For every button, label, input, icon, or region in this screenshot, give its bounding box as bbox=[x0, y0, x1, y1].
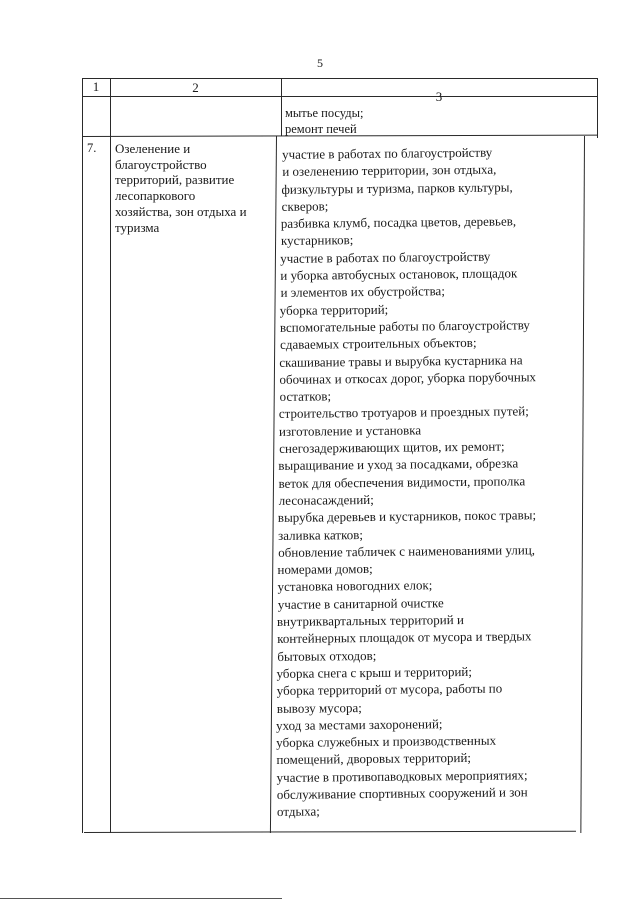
page-number: 5 bbox=[317, 56, 323, 70]
footer-rule bbox=[0, 898, 282, 899]
work-line: вспомогательные работы по благоустройству bbox=[279, 317, 530, 335]
continuation-row-2: ремонт печей bbox=[285, 122, 357, 136]
work-line: обслуживание спортивных сооружений и зон bbox=[276, 784, 528, 802]
work-line: участие в работах по благоустройству bbox=[280, 248, 491, 266]
work-line: заливка катков; bbox=[277, 526, 364, 543]
work-line: изготовление и установка bbox=[278, 422, 422, 439]
work-line: участие в противопаводковых мероприятиях; bbox=[276, 767, 528, 785]
work-line: сдаваемых строительных объектов; bbox=[280, 335, 477, 353]
table-left-border bbox=[82, 78, 83, 833]
work-line: отдыха; bbox=[276, 803, 320, 820]
work-line: уборка территорий от мусора, работы по bbox=[276, 680, 503, 699]
row-name-line: туризма bbox=[115, 219, 160, 235]
continuation-row-1: мытье посуды; bbox=[285, 106, 364, 120]
work-line: помещений, дворовых территорий; bbox=[276, 750, 472, 768]
table-bottom-border bbox=[84, 831, 576, 833]
work-line: уход за местами захоронений; bbox=[275, 716, 443, 733]
column-divider-2 bbox=[281, 78, 282, 136]
header-col-2: 2 bbox=[192, 80, 199, 95]
row-name-line: лесопаркового bbox=[115, 188, 196, 204]
work-line: разбивка клумб, посадка цветов, деревьев, bbox=[280, 213, 517, 232]
work-line: вырубка деревьев и кустарников, покос травы; bbox=[277, 507, 537, 526]
work-line: скверов; bbox=[281, 198, 329, 214]
work-line: и уборка автобусных остановок, площадок bbox=[280, 265, 518, 283]
row-name-line: территорий, развитие bbox=[115, 172, 235, 188]
work-line: номерами домов; bbox=[277, 561, 373, 578]
row-name-line: благоустройство bbox=[115, 156, 207, 172]
row-name-line: Озеленение и bbox=[115, 141, 191, 156]
work-line: физкультуры и туризма, парков культуры, bbox=[281, 179, 513, 197]
work-line: внутриквартальных территорий и bbox=[276, 612, 464, 629]
row-name-line: хозяйства, зон отдыха и bbox=[115, 203, 247, 219]
work-line: и элементов их обустройства; bbox=[280, 283, 445, 301]
table-right-border bbox=[597, 78, 598, 138]
work-line: уборка служебных и производственных bbox=[276, 732, 497, 751]
work-line: уборка снега с крыш и территорий; bbox=[276, 663, 473, 681]
work-line: установка новогодних елок; bbox=[277, 577, 433, 595]
work-line: лесонасаждений; bbox=[278, 491, 374, 508]
work-line: обновление табличек с наименованиями улиц, bbox=[278, 542, 536, 560]
work-line: участие в работах по благоустройству bbox=[282, 144, 493, 162]
work-line: и озеленению территории, зон отдыха, bbox=[282, 161, 497, 180]
work-line: вывозу мусора; bbox=[276, 699, 362, 716]
work-line: строительство тротуаров и проездных путей; bbox=[278, 403, 529, 422]
table-top-border bbox=[82, 78, 598, 79]
work-line: уборка территорий; bbox=[279, 301, 389, 318]
work-line: участие в санитарной очистке bbox=[277, 594, 444, 612]
column-divider-1 bbox=[110, 78, 111, 833]
work-line: снегозадерживающих щитов, их ремонт; bbox=[279, 438, 505, 456]
header-col-1: 1 bbox=[92, 79, 100, 94]
work-line: веток для обеспечения видимости, прополка bbox=[278, 472, 526, 491]
work-line: бытовых отходов; bbox=[277, 647, 377, 664]
row-work-list bbox=[270, 143, 607, 821]
row-number: 7. bbox=[87, 141, 97, 155]
work-line: обочинах и откосах дорог, уборка порубочных bbox=[279, 369, 537, 387]
header-col-3: 3 bbox=[435, 89, 443, 104]
row-name bbox=[115, 141, 247, 235]
work-line: контейнерных площадок от мусора и твердых bbox=[277, 628, 532, 647]
work-line: кустарников; bbox=[280, 232, 354, 249]
work-line: остатков; bbox=[279, 388, 332, 405]
work-line: выращивание и уход за посадками, обрезка bbox=[278, 455, 519, 474]
work-line: скашивание травы и вырубка кустарника на bbox=[279, 351, 523, 370]
